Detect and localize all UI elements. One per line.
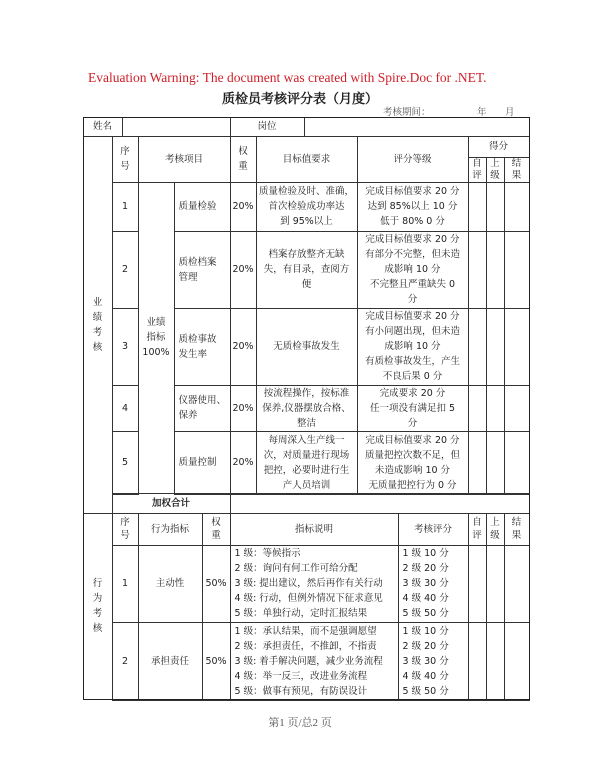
behavior-row-weight: 50% xyxy=(202,545,231,623)
perf-row-grading: 完成目标值要求 20 分 有小问题出现，但未造 成影响 10 分 有质检事故发生，产生 不良后果 0 分 xyxy=(357,308,469,386)
behavior-row-indicator: 承担责任 xyxy=(138,622,203,701)
weighted-total-label xyxy=(112,493,231,514)
page-footer: 第1 页/总2 页 xyxy=(268,717,332,729)
b-header-self: 自 评 xyxy=(468,513,487,546)
position-label: 岗位 xyxy=(230,117,305,137)
behavior-row-seq: 1 xyxy=(112,545,139,623)
behavior-row-score: 1 级 10 分 2 级 20 分 3 级 30 分 4 级 40 分 5 级 50 分 xyxy=(398,545,469,623)
perf-row-item: 质检事故 发生率 xyxy=(174,308,231,386)
behavior-section-label: 行 为 考 核 xyxy=(83,513,113,700)
behavior-row-seq: 2 xyxy=(112,622,139,701)
header-target: 目标值要求 xyxy=(256,136,358,183)
perf-row-result-score[interactable] xyxy=(504,308,530,386)
perf-row-superior-score[interactable] xyxy=(486,231,505,309)
perf-row-result-score[interactable] xyxy=(504,385,530,432)
perf-row-target: 质量检验及时、准确， 首次检验成功率达 到 95%以上 xyxy=(256,182,358,232)
perf-row-superior-score[interactable] xyxy=(486,431,505,495)
perf-section-label: 业 绩 考 核 xyxy=(83,136,113,514)
header-seq: 序 号 xyxy=(112,136,139,183)
behavior-row-indicator: 主动性 xyxy=(138,545,203,623)
header-superior: 上 级 xyxy=(486,157,505,183)
perf-row-target: 档案存放整齐无缺 失，有目录，查阅方 便 xyxy=(256,231,358,309)
evaluation-warning: Evaluation Warning: The document was created with Spire.Doc for .NET. xyxy=(88,70,487,85)
perf-row-item: 质量检验 xyxy=(174,182,231,232)
weighted-total-text: 加权合计 xyxy=(151,497,190,509)
perf-row-target: 每周深入生产线一 次，对质量进行现场 把控，必要时进行生 产人员培训 xyxy=(256,431,358,495)
b-header-result: 结 果 xyxy=(504,513,530,546)
perf-row-grading: 完成要求 20 分 任一项没有满足扣 5 分 xyxy=(357,385,469,432)
perf-row-item: 质检档案 管理 xyxy=(174,231,231,309)
b-header-score: 考核评分 xyxy=(398,513,469,546)
perf-row-seq: 5 xyxy=(112,431,139,495)
b-header-seq: 序 号 xyxy=(112,513,139,546)
b-header-weight: 权 重 xyxy=(202,513,231,546)
perf-row-superior-score[interactable] xyxy=(486,308,505,386)
perf-row-item: 质量控制 xyxy=(174,431,231,495)
perf-row-seq: 4 xyxy=(112,385,139,432)
perf-row-target: 按流程操作，按标准 保养,仪器摆放合格、 整洁 xyxy=(256,385,358,432)
perf-row-seq: 2 xyxy=(112,231,139,309)
perf-row-item: 仪器使用、 保养 xyxy=(174,385,231,432)
perf-row-grading: 完成目标值要求 20 分 有部分不完整，但未造 成影响 10 分 不完整且严重缺失 0 分 xyxy=(357,231,469,309)
b-header-indicator: 行为指标 xyxy=(138,513,203,546)
behavior-row-superior-score[interactable] xyxy=(486,545,505,623)
header-self: 自 评 xyxy=(468,157,487,183)
header-grading: 评分等级 xyxy=(357,136,469,183)
behavior-row-self-score[interactable] xyxy=(468,622,487,701)
perf-row-self-score[interactable] xyxy=(468,385,487,432)
header-item: 考核项目 xyxy=(138,136,231,183)
behavior-row-result-score[interactable] xyxy=(504,622,530,701)
perf-row-result-score[interactable] xyxy=(504,431,530,495)
perf-row-self-score[interactable] xyxy=(468,182,487,232)
perf-row-result-score[interactable] xyxy=(504,231,530,309)
document-title: 质检员考核评分表（月度） xyxy=(221,92,378,107)
perf-row-seq: 1 xyxy=(112,182,139,232)
behavior-row-self-score[interactable] xyxy=(468,545,487,623)
perf-row-weight: 20% xyxy=(230,431,257,495)
behavior-row-desc: 1 级：承认结果，而不是强调愿望 2 级：承担责任，不推卸，不指责 3 级: 着手解决问题，减少业务流程 4 级：举一反三，改进业务流程 5 级：做事有预见，有防误设计 xyxy=(230,622,399,701)
perf-row-superior-score[interactable] xyxy=(486,182,505,232)
perf-row-self-score[interactable] xyxy=(468,431,487,495)
behavior-row-desc: 1 级：等候指示 2 级：询问有何工作可给分配 3 级: 提出建议，然后再作有关行动 4 级: 行动，但例外情况下征求意见 5 级：单独行动，定时汇报结果 xyxy=(230,545,399,623)
perf-row-weight: 20% xyxy=(230,385,257,432)
perf-row-grading: 完成目标值要求 20 分 达到 85%以上 10 分 低于 80% 0 分 xyxy=(357,182,469,232)
perf-row-seq: 3 xyxy=(112,308,139,386)
perf-row-self-score[interactable] xyxy=(468,308,487,386)
period-month: 月 xyxy=(505,107,515,118)
position-field[interactable] xyxy=(304,117,530,137)
behavior-row-result-score[interactable] xyxy=(504,545,530,623)
perf-row-weight: 20% xyxy=(230,182,257,232)
weighted-total-value[interactable] xyxy=(230,493,530,514)
perf-row-self-score[interactable] xyxy=(468,231,487,309)
perf-row-target: 无质检事故发生 xyxy=(256,308,358,386)
behavior-row-score: 1 级 10 分 2 级 20 分 3 级 30 分 4 级 40 分 5 级 50 分 xyxy=(398,622,469,701)
header-score: 得分 xyxy=(468,136,530,158)
behavior-row-weight: 50% xyxy=(202,622,231,701)
name-label: 姓名 xyxy=(83,117,123,137)
period-year: 年 xyxy=(477,107,487,118)
perf-row-weight: 20% xyxy=(230,308,257,386)
perf-group: 业绩 指标 100% xyxy=(138,182,175,494)
perf-row-superior-score[interactable] xyxy=(486,385,505,432)
header-result: 结 果 xyxy=(504,157,530,183)
perf-row-result-score[interactable] xyxy=(504,182,530,232)
perf-row-weight: 20% xyxy=(230,231,257,309)
header-weight: 权 重 xyxy=(230,136,257,183)
name-field[interactable] xyxy=(122,117,231,137)
perf-row-grading: 完成目标值要求 20 分 质量把控次数不足，但 未造成影响 10 分 无质量把控行为 0 分 xyxy=(357,431,469,495)
period-label: 考核期间： xyxy=(383,107,431,118)
b-header-desc: 指标说明 xyxy=(230,513,399,546)
behavior-row-superior-score[interactable] xyxy=(486,622,505,701)
b-header-superior: 上 级 xyxy=(486,513,505,546)
